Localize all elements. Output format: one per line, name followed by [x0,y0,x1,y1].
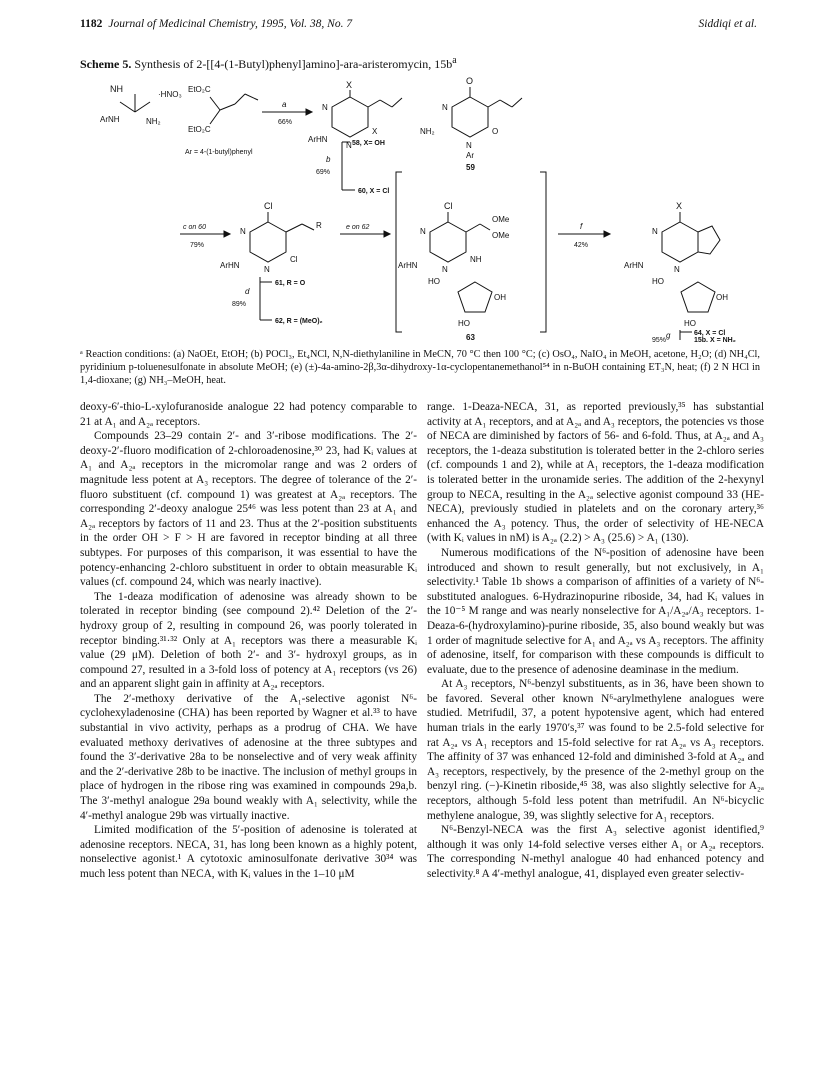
product-15b-structure [624,201,728,328]
svg-text:X: X [346,80,353,90]
svg-text:OMe: OMe [492,231,510,240]
step-d-yield: 89% [232,301,247,308]
svg-text:OH: OH [494,293,506,302]
step-b-label: b [326,155,331,164]
svg-text:HO: HO [652,277,664,286]
svg-text:O: O [466,76,474,86]
svg-text:X: X [676,201,683,211]
step-f-label: f [580,222,583,231]
bracket-left [396,172,402,332]
svg-text:Cl: Cl [444,201,453,211]
svg-text:N: N [674,265,680,274]
paragraph: N⁶-Benzyl-NECA was the first A₃ selective agonist identified,⁹ although it was only 14-fold selective verses either A₁ or A₂ₐ receptors. The corresponding N-methyl analogue 40 had enhanced potency and selectivity.⁸ A 4′-methyl analogue, 41, displayed even greater selectiv- [427,824,764,880]
paragraph: Numerous modifications of the N⁶-position of adenosine have been introduced and shown to result generally, but not exclusively, in A₁ selectivity.¹ Table 1b shows a comparison of affinities of a variety of N⁶-substituted analogues. 6-Hydrazinopurine riboside, 34, had Kᵢ values in the 10⁻⁵ M range and was nearly nonselective for A₁/A₂ₐ/A₃ receptors. 1-Deaza-6-(hydroxylamino)-purine riboside, 35, also bound weakly but was 1 order of magnitude selective for A₁ and A₂ₐ vs A₃ receptors. The affinity of adenosine, itself, for comparison with these compounds is difficult to evaluate, due to the presence of adenosine deaminase in the medium. [427,546,764,676]
scheme-label: Scheme 5. [80,57,132,71]
svg-text:OMe: OMe [492,215,510,224]
header-left [80,18,352,30]
svg-text:N: N [264,265,270,274]
svg-text:N: N [346,141,352,150]
malonate-structure [188,85,258,134]
svg-text:NH: NH [470,255,482,264]
amidine-structure [100,84,182,126]
svg-text:N: N [652,227,658,236]
step-g-yield: 95% [652,337,667,342]
step-d-label: d [245,287,250,296]
paragraph: range. 1-Deaza-NECA, 31, as reported previously,³⁵ has substantial activity at A₁ receptors, and at A₂ₐ and A₃ receptors, the potencies vs those of NECA are diminished by factors of 56- and 6-fold. Thus, at A₂ₐ and A₃ receptors, the 1-deaza substitution is tolerated better in the 2-chloro series (cf. compounds 1 and 2), while at A₁ receptors, the 1-deaza modification is tolerated better in the uronamide series. The addition of the 2-hexynyl group to NECA, resulting in the A₂ₐ selective agonist compound 33 (HE-NECA), previously studied in platelets and on the coronary artery,³⁶ enhanced the A₃ potency. Thus, the order of selectivity of HE-NECA (with Kᵢ values in nM) is A₂ₐ (2.2) > A₃ (25.6) > A₁ (130). [427,401,764,545]
compound-63-label: 63 [466,333,475,342]
right-column [427,400,764,882]
svg-text:ArHN: ArHN [308,135,328,144]
scheme-title [80,55,457,72]
svg-text:NH: NH [110,84,123,94]
compound-15b-label: 15b, X = NH₂ [694,337,736,342]
svg-text:NH₂: NH₂ [420,127,435,136]
journal-citation: Journal of Medicinal Chemistry, 1995, Vol. 38, No. 7 [108,18,353,30]
compound-58-label: 58, X= OH [352,140,385,147]
scheme-footnote-mark: a [452,55,457,66]
scheme-footnote: ᵃ Reaction conditions: (a) NaOEt, EtOH; (b) POCl₃, Et₄NCl, N,N-diethylaniline in MeCN, 70 °C then 100 °C; (c) OsO₄, NaIO₄ in MeOH, acetone, H₂O; (d) NH₄Cl, pyridinium p-toluenesulfonate in absolute MeOH; (e) (±)-4a-amino-2β,3α-dihydroxy-1α-cyclopentanemethanol⁵⁴ in n-BuOH containing ET₃N, heat; (f) 2 N HCl in 1,4-dioxane; (g) NH₃–MeOH, heat. [80,349,760,386]
svg-text:EtO₂C: EtO₂C [188,125,211,134]
left-column [80,400,417,882]
step-f-yield: 42% [574,242,589,249]
paragraph: At A₃ receptors, N⁶-benzyl substituents, as in 36, have been shown to be favored. Several other known N⁶-arylmethylene analogues were studied. Metrifudil, 37, a potent hypotensive agent, which had entered human trials in the early 1970′s,³⁷ was found to be 2.5-fold selective for rat A₂ₐ vs A₁ receptors and 15-fold selective for rat A₂ₐ vs A₃ receptors. The affinity of 37 was enhanced 12-fold and diminished 3-fold at A₂ₐ and A₃ receptors, respectively, by the presence of the 2-methyl group on the benzyl ring. (−)-Kinetin riboside,⁴⁵ 38, was also slightly selective for A₂ₐ receptors, although 5-fold less potent than metrifudil. An N⁶-bicyclic methylene analogue, 39, was slightly selective for A₁ receptors. [427,678,764,822]
svg-text:ArHN: ArHN [624,261,644,270]
paragraph: The 2′-methoxy derivative of the A₁-selective agonist N⁶-cyclohexyladenosine (CHA) has been reported by Wagner et al.³³ to have substantial in vivo activity, perhaps as a prodrug of CHA. We have evaluated methoxy derivatives of adenosine at the three subtypes and found the 3′-derivative 28a to be nonselective and of very weak affinity and the 2′-derivative 28b to be inactive. The inclusion of methyl groups in place of hydrogen in the ribose ring was examined in compounds 29a,b. The 3′-methyl analogue 29a bound weakly with A₁ selectivity, while the 4′-methyl analogue 29b was virtually inactive. [80,692,417,822]
svg-text:EtO₂C: EtO₂C [188,85,211,94]
svg-text:O: O [492,127,499,136]
paragraph: deoxy-6′-thio-L-xylofuranoside analogue 22 had potency comparable to 21 at A₁ and A₂ₐ receptors. [80,401,417,428]
svg-text:Cl: Cl [290,255,298,264]
svg-text:OH: OH [716,293,728,302]
svg-text:R: R [316,221,322,230]
step-b-yield: 69% [316,169,331,176]
svg-text:N: N [322,103,328,112]
svg-text:NH₂: NH₂ [146,117,161,126]
step-c-yield: 79% [190,242,205,249]
compound-61-label: 61, R = O [275,280,306,287]
svg-text:HO: HO [684,319,696,328]
svg-text:ArNH: ArNH [100,115,120,124]
scheme-caption: Synthesis of 2-[[4-(1-Butyl)phenyl]amino]-ara-aristeromycin, 15b [134,57,453,71]
svg-text:HO: HO [428,277,440,286]
compound-59-label: 59 [466,163,475,172]
paragraph: The 1-deaza modification of adenosine was already shown to be tolerated in receptor binding (see compound 2).⁴² Deletion of the 2′-hydroxy group of 2, resulting in compound 26, was poorly tolerated in receptor binding.³¹·³² Only at A₁ receptors was there a measurable Kᵢ value (29 μM). Deletion of both 2′- and 3′- hydroxyl groups, as in compound 27, resulted in a 3-fold loss of potency at A₁ receptors (vs 26) and an apparent slight gain in affinity at A₂ₐ receptors. [80,590,417,691]
pyrimidinedione-59-structure [420,76,522,172]
reaction-scheme [80,72,760,342]
pyrimidine-61-structure [220,201,322,274]
svg-text:HO: HO [458,319,470,328]
svg-text:N: N [466,141,472,150]
step-a-label: a [282,100,287,109]
svg-text:X: X [372,127,378,136]
svg-text:ArHN: ArHN [220,261,240,270]
svg-text:N: N [442,265,448,274]
step-a-yield: 66% [278,119,293,126]
paragraph: Limited modification of the 5′-position of adenosine is tolerated at adenosine receptors. NECA, 31, has long been known as a highly potent, nonselective agonist.¹ A cytotoxic aminosulfonate derivative 30³⁴ was much less potent than NECA, with Kᵢ values in the 1–10 μM [80,824,417,880]
ar-definition: Ar = 4-(1-butyl)phenyl [185,149,253,156]
svg-text:N: N [420,227,426,236]
svg-text:N: N [442,103,448,112]
compound-62-label: 62, R = (MeO)₂ [275,318,323,325]
step-c-label: c on 60 [183,224,206,231]
author-running-head: Siddiqi et al. [698,18,757,30]
svg-text:N: N [240,227,246,236]
svg-text:·HNO₃: ·HNO₃ [158,90,182,99]
svg-text:Ar: Ar [466,151,474,160]
page-header [80,18,757,30]
paragraph: Compounds 23–29 contain 2′- and 3′-ribose modifications. The 2′-deoxy-2′-fluoro modification of 2-chloroadenosine,³⁰ 23, had Kᵢ values at A₁ and A₂ₐ receptors in the micromolar range and was 2 orders of magnitude less potent at A₃ receptors. The degree of tolerance of the 2′-fluoro substituent (cf. compound 1) was greatest at A₂ₐ receptors. The corresponding 2′-deoxy analogue 25⁴⁶ was less potent than 23 at A₁ and A₂ₐ receptors by factors of 11 and 23. Thus at the 2′-position substituents in the order OH > F > H are favored in receptor binding at all three subtypes. For purposes of this comparison, it was essential to have the potency-enhancing 2-chloro substituent in order to obtain measurable Kᵢ values (cf. compound 24, which was nearly inactive). [80,430,417,589]
bracket-right [540,172,546,332]
step-g-label: g [666,331,671,340]
svg-text:Cl: Cl [264,201,273,211]
svg-text:ArHN: ArHN [398,261,418,270]
page-number: 1182 [80,18,103,30]
compound-60-label: 60, X = Cl [358,188,390,195]
scheme-drawing [80,72,760,342]
intermediate-63-structure [398,201,510,342]
step-e-label: e on 62 [346,224,370,231]
compound-64-label: 64, X = Cl [694,330,726,337]
